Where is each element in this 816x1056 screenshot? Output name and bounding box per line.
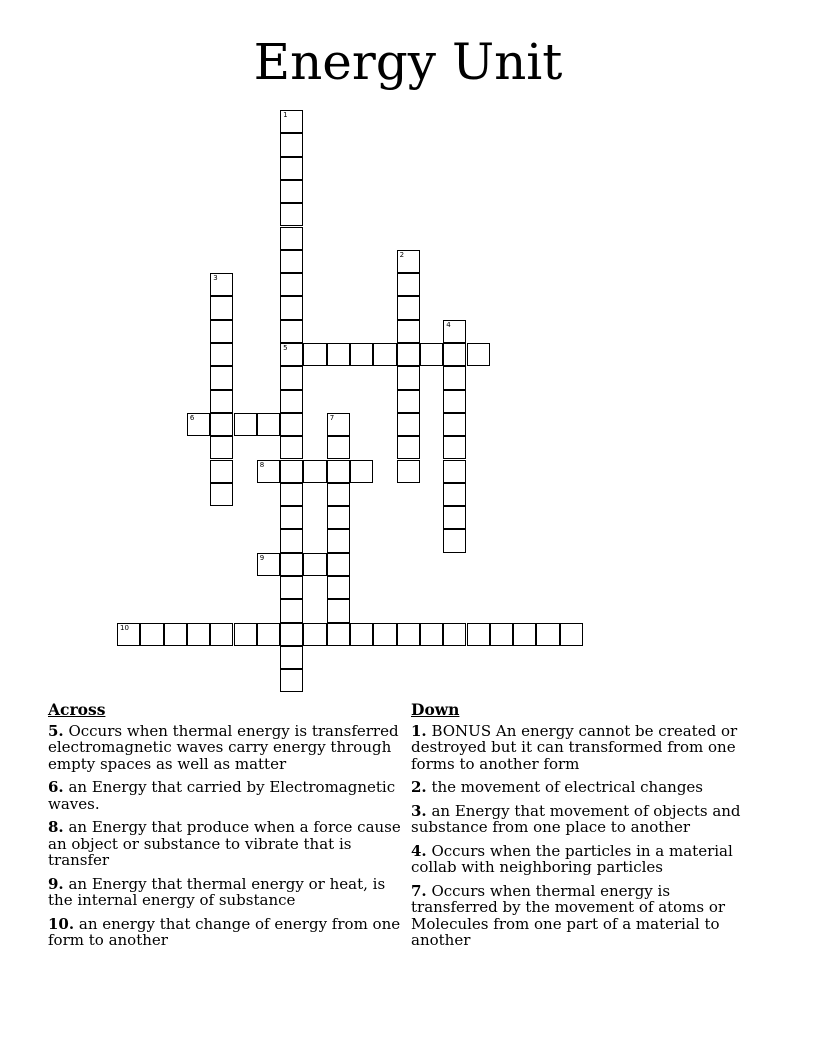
grid-cell[interactable] (397, 413, 420, 436)
grid-cell[interactable] (397, 623, 420, 646)
grid-cell[interactable] (210, 623, 233, 646)
grid-cell[interactable] (280, 203, 303, 226)
grid-cell[interactable] (280, 296, 303, 319)
clue-text: Occurs when the particles in a material collab with neighboring particles (411, 841, 733, 876)
grid-cell[interactable] (280, 273, 303, 296)
grid-cell[interactable] (210, 296, 233, 319)
grid-cell[interactable] (280, 529, 303, 552)
across-clue (48, 779, 408, 812)
clue-number: 5. (48, 721, 64, 740)
clue-text: an Energy that thermal energy or heat, is the internal energy of substance (48, 874, 386, 909)
cell-number: 8 (259, 460, 265, 469)
grid-cell[interactable] (443, 506, 466, 529)
grid-cell[interactable] (280, 669, 303, 692)
cell-number: 10 (120, 623, 129, 632)
grid-cell[interactable] (257, 553, 280, 576)
across-clue (48, 723, 408, 773)
grid-cell[interactable] (303, 343, 326, 366)
grid-cell[interactable] (280, 227, 303, 250)
clue-number: 6. (48, 778, 64, 796)
down-clue (411, 883, 761, 949)
grid-cell[interactable] (397, 296, 420, 319)
grid-cell[interactable] (187, 413, 210, 436)
clue-text: an energy that change of energy from one form to another (48, 914, 401, 949)
grid-cell[interactable] (397, 273, 420, 296)
grid-cell[interactable] (397, 343, 420, 366)
grid-cell[interactable] (327, 343, 350, 366)
grid-cell[interactable] (467, 623, 490, 646)
grid-cell[interactable] (327, 599, 350, 622)
grid-cell[interactable] (280, 553, 303, 576)
grid-cell[interactable] (303, 623, 326, 646)
clue-number: 9. (48, 874, 64, 893)
grid-cell[interactable] (280, 413, 303, 436)
grid-cell[interactable] (490, 623, 513, 646)
grid-cell[interactable] (280, 180, 303, 203)
clue-text: BONUS An energy cannot be created or destroyed but it can transformed from one forms to another form (411, 721, 738, 773)
grid-cell[interactable] (280, 157, 303, 180)
grid-cell[interactable] (327, 460, 350, 483)
grid-cell[interactable] (327, 529, 350, 552)
grid-cell[interactable] (280, 506, 303, 529)
grid-cell[interactable] (140, 623, 163, 646)
grid-cell[interactable] (443, 320, 466, 343)
cell-number: 7 (329, 413, 335, 422)
cell-number: 3 (213, 274, 218, 283)
clue-text: Occurs when thermal energy is transferred electromagnetic waves carry energy through empty spaces as well as matter (48, 721, 399, 773)
grid-cell[interactable] (327, 483, 350, 506)
down-clues (411, 702, 761, 956)
grid-cell[interactable] (210, 483, 233, 506)
grid-cell[interactable] (210, 390, 233, 413)
grid-cell[interactable] (257, 413, 280, 436)
grid-cell[interactable] (443, 390, 466, 413)
clue-number: 1. (411, 721, 427, 740)
clue-text: an Energy that carried by Electromagnetic waves. (48, 778, 396, 813)
clue-number: 8. (48, 818, 64, 836)
grid-cell[interactable] (210, 436, 233, 459)
cell-number: 6 (189, 413, 195, 422)
grid-cell[interactable] (117, 623, 140, 646)
grid-cell[interactable] (397, 366, 420, 389)
grid-cell[interactable] (327, 623, 350, 646)
across-clue (48, 819, 408, 869)
down-clue (411, 723, 761, 773)
across-clue (48, 876, 408, 909)
grid-cell[interactable] (327, 436, 350, 459)
grid-cell[interactable] (187, 623, 210, 646)
grid-cell[interactable] (257, 460, 280, 483)
down-clue (411, 843, 761, 876)
grid-cell[interactable] (443, 460, 466, 483)
grid-cell[interactable] (210, 320, 233, 343)
grid-cell[interactable] (420, 343, 443, 366)
grid-cell[interactable] (280, 250, 303, 273)
grid-cell[interactable] (280, 110, 303, 133)
grid-cell[interactable] (536, 623, 559, 646)
grid-cell[interactable] (280, 133, 303, 156)
down-clue (411, 803, 761, 836)
page-title: Energy Unit (253, 33, 563, 91)
grid-cell[interactable] (164, 623, 187, 646)
cell-number: 4 (446, 320, 451, 329)
grid-cell[interactable] (280, 343, 303, 366)
grid-cell[interactable] (280, 390, 303, 413)
grid-cell[interactable] (350, 343, 373, 366)
clue-number: 4. (411, 841, 427, 860)
grid-cell[interactable] (397, 460, 420, 483)
grid-cell[interactable] (373, 343, 396, 366)
grid-cell[interactable] (280, 646, 303, 669)
clue-text: an Energy that movement of objects and substance from one place to another (411, 801, 741, 836)
grid-cell[interactable] (280, 320, 303, 343)
grid-cell[interactable] (443, 366, 466, 389)
down-clue (411, 779, 761, 796)
grid-cell[interactable] (234, 413, 257, 436)
across-clues (48, 702, 408, 956)
grid-cell[interactable] (303, 553, 326, 576)
cell-number: 2 (399, 250, 405, 259)
clue-text: Occurs when thermal energy is transferred by the movement of atoms or Molecules from one part of a material to another (411, 881, 726, 949)
grid-cell[interactable] (443, 436, 466, 459)
grid-cell[interactable] (210, 460, 233, 483)
clue-text: an Energy that produce when a force cause an object or substance to vibrate that is transfer (48, 818, 401, 869)
grid-cell[interactable] (443, 413, 466, 436)
grid-cell[interactable] (280, 623, 303, 646)
grid-cell[interactable] (420, 623, 443, 646)
grid-cell[interactable] (280, 599, 303, 622)
grid-cell[interactable] (397, 390, 420, 413)
grid-cell[interactable] (513, 623, 536, 646)
grid-cell[interactable] (350, 623, 373, 646)
grid-cell[interactable] (210, 273, 233, 296)
across-heading: Across (48, 700, 106, 719)
grid-cell[interactable] (327, 506, 350, 529)
clue-number: 3. (411, 801, 427, 820)
grid-cell[interactable] (327, 576, 350, 599)
grid-cell[interactable] (280, 576, 303, 599)
grid-cell[interactable] (373, 623, 396, 646)
grid-cell[interactable] (327, 413, 350, 436)
grid-cell[interactable] (443, 343, 466, 366)
across-clue (48, 916, 408, 949)
grid-cell[interactable] (443, 483, 466, 506)
grid-cell[interactable] (397, 320, 420, 343)
grid-cell[interactable] (210, 343, 233, 366)
grid-cell[interactable] (350, 460, 373, 483)
grid-cell[interactable] (280, 436, 303, 459)
grid-cell[interactable] (210, 413, 233, 436)
grid-cell[interactable] (234, 623, 257, 646)
clue-number: 2. (411, 778, 427, 796)
grid-cell[interactable] (467, 343, 490, 366)
down-heading: Down (411, 700, 460, 719)
clue-number: 7. (411, 881, 427, 900)
clue-number: 10. (48, 914, 75, 933)
grid-cell[interactable] (443, 623, 466, 646)
grid-cell[interactable] (397, 250, 420, 273)
grid-cell[interactable] (560, 623, 583, 646)
clue-text: the movement of electrical changes (431, 778, 703, 796)
grid-cell[interactable] (280, 366, 303, 389)
grid-cell[interactable] (397, 436, 420, 459)
grid-cell[interactable] (280, 460, 303, 483)
grid-cell[interactable] (443, 529, 466, 552)
cell-number: 1 (283, 111, 288, 119)
cell-number: 5 (283, 344, 288, 352)
cell-number: 9 (259, 553, 265, 562)
grid-cell[interactable] (303, 460, 326, 483)
grid-cell[interactable] (257, 623, 280, 646)
grid-cell[interactable] (210, 366, 233, 389)
grid-cell[interactable] (280, 483, 303, 506)
grid-cell[interactable] (327, 553, 350, 576)
